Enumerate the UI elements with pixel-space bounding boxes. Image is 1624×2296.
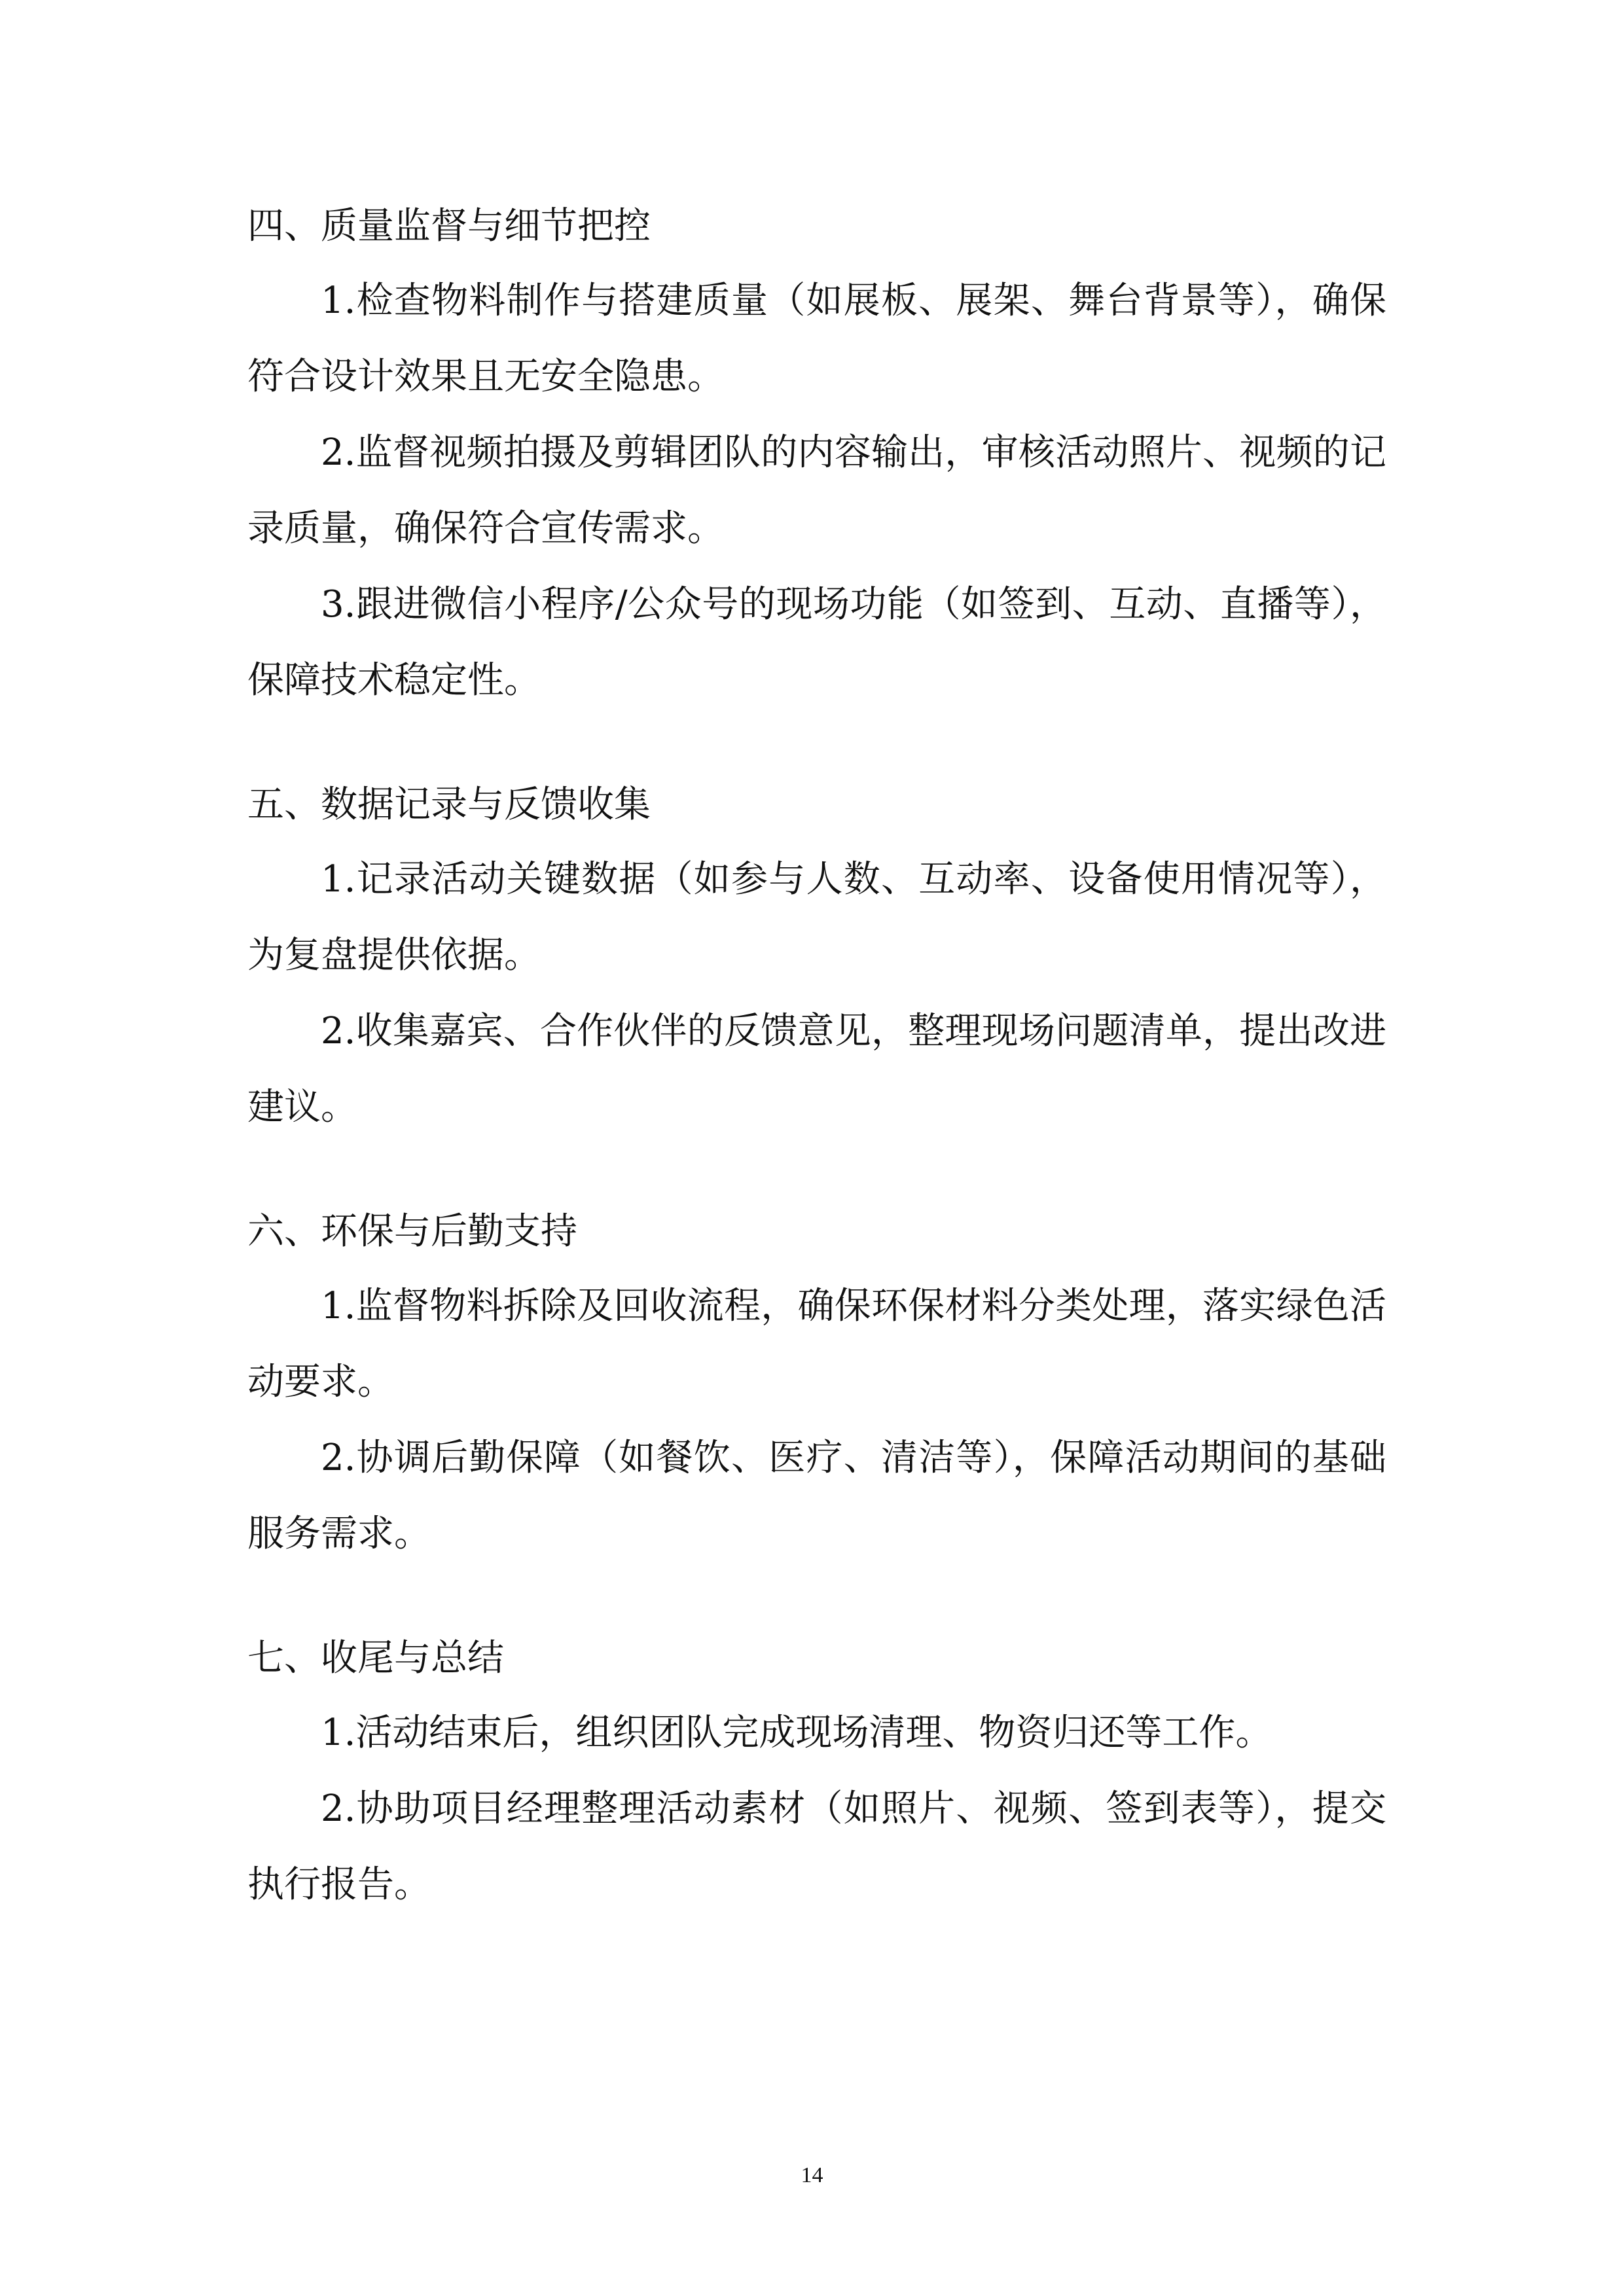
- section-heading: 五、数据记录与反馈收集: [247, 783, 651, 826]
- list-item: 2.协调后勤保障（如餐饮、医疗、清洁等），保障活动期间的基础服务需求。: [247, 1437, 1386, 1555]
- list-item: 1.活动结束后，组织团队完成现场清理、物资归还等工作。: [321, 1712, 1272, 1754]
- list-item: 2.收集嘉宾、合作伙伴的反馈意见，整理现场问题清单，提出改进建议。: [247, 1010, 1386, 1128]
- list-item: 3.跟进微信小程序/公众号的现场功能（如签到、互动、直播等），保障技术稳定性。: [247, 583, 1386, 702]
- section-data-feedback: [247, 768, 1386, 1145]
- section-environment-logistics: [247, 1195, 1386, 1572]
- section-heading: 七、收尾与总结: [247, 1637, 504, 1679]
- list-item: 2.监督视频拍摄及剪辑团队的内容输出，审核活动照片、视频的记录质量，确保符合宣传需求。: [247, 431, 1386, 550]
- page-number: 14: [801, 2163, 823, 2187]
- list-item: 1.监督物料拆除及回收流程，确保环保材料分类处理，落实绿色活动要求。: [247, 1285, 1386, 1403]
- list-item: 2.协助项目经理整理活动素材（如照片、视频、签到表等），提交执行报告。: [247, 1787, 1386, 1906]
- list-item: 1.记录活动关键数据（如参与人数、互动率、设备使用情况等），为复盘提供依据。: [247, 858, 1386, 977]
- list-item: 1.检查物料制作与搭建质量（如展板、展架、舞台背景等），确保符合设计效果且无安全隐患。: [247, 279, 1386, 398]
- section-closing-summary: [247, 1622, 1386, 1923]
- section-heading: 六、环保与后勤支持: [247, 1210, 577, 1253]
- section-quality-supervision: [247, 190, 1386, 719]
- section-heading: 四、质量监督与细节把控: [247, 205, 651, 247]
- document-body: [247, 190, 1386, 1973]
